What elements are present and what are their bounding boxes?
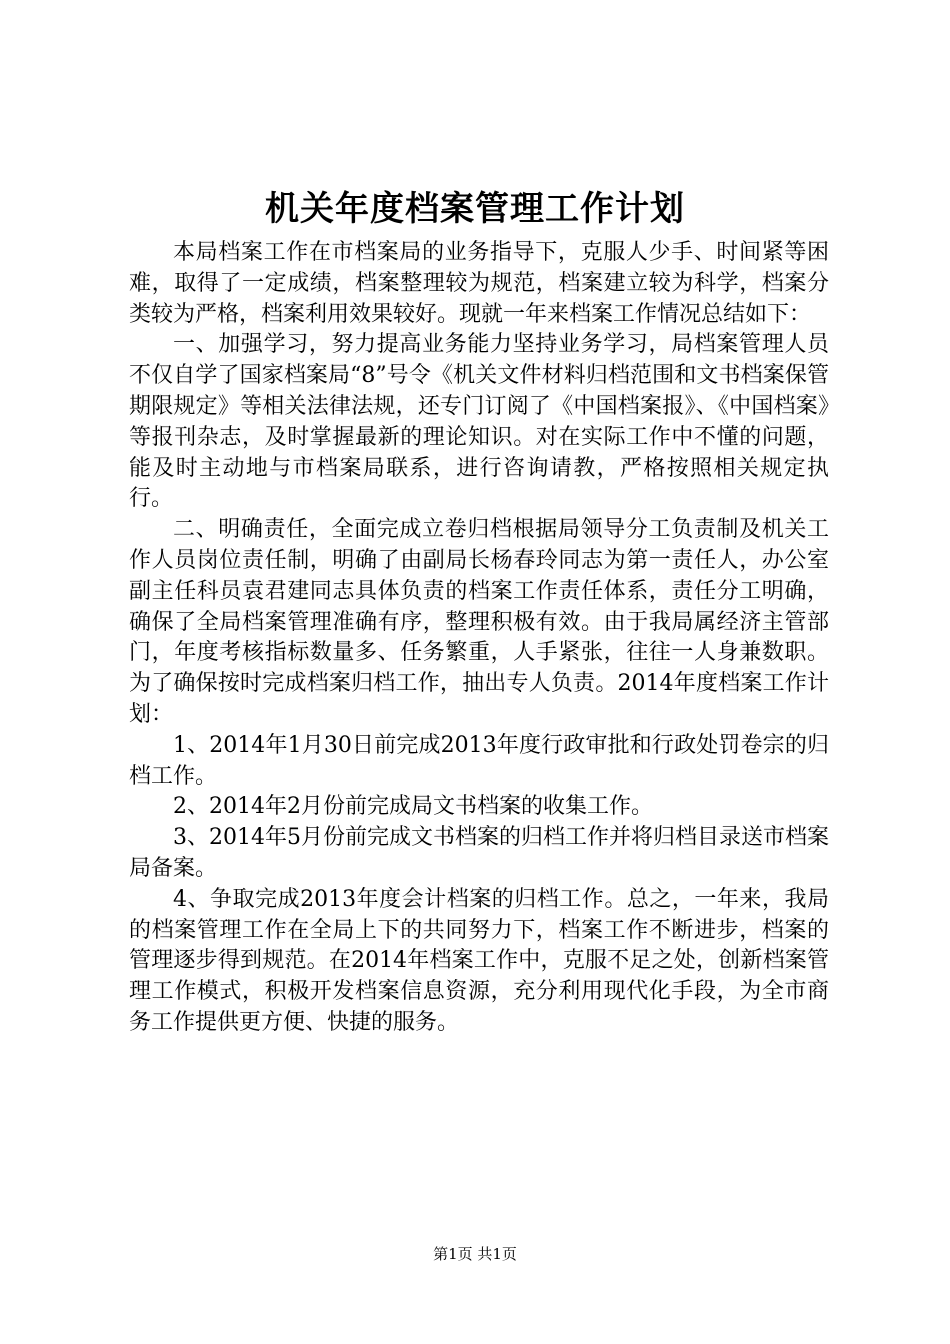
page-number-footer: 第1页 共1页 xyxy=(433,1245,517,1263)
paragraph-section-2: 二、明确责任，全面完成立卷归档根据局领导分工负责制及机关工作人员岗位责任制，明确了由副局长杨春玲同志为第一责任人，办公室副主任科员袁君建同志具体负责的档案工作责任体系，责任分工明确，确保了全局档案管理准确有序，整理积极有效。由于我局属经济主管部门，年度考核指标数量多、任务繁重，人手紧张，往往一人身兼数职。为了确保按时完成档案归档工作，抽出专人负责。2014年度档案工作计划： xyxy=(129,517,829,727)
paragraph-plan-item-1: 1、2014年1月30日前完成2013年度行政审批和行政处罚卷宗的归档工作。 xyxy=(129,732,829,789)
paragraph-plan-item-4: 4、争取完成2013年度会计档案的归档工作。总之，一年来，我局的档案管理工作在全局上下的共同努力下，档案工作不断进步，档案的管理逐步得到规范。在2014年档案工作中，克服不足之处，创新档案管理工作模式，积极开发档案信息资源，充分利用现代化手段，为全市商务工作提供更方便、快捷的服务。 xyxy=(129,886,829,1035)
paragraph-plan-item-3: 3、2014年5月份前完成文书档案的归档工作并将归档目录送市档案局备案。 xyxy=(129,825,829,881)
paragraph-section-1: 一、加强学习，努力提高业务能力坚持业务学习，局档案管理人员不仅自学了国家档案局“8”号令《机关文件材料归档范围和文书档案保管期限规定》等相关法律法规，还专门订阅了《中国档案报》、《中国档案》等报刊杂志，及时掌握最新的理论知识。对在实际工作中不懂的问题，能及时主动地与市档案局联系，进行咨询请教，严格按照相关规定执行。 xyxy=(129,332,829,512)
document-body xyxy=(129,238,829,1039)
paragraph-plan-item-2: 2、2014年2月份前完成局文书档案的收集工作。 xyxy=(173,794,653,820)
paragraph-intro: 本局档案工作在市档案局的业务指导下，克服人少手、时间紧等困难，取得了一定成绩，档案整理较为规范，档案建立较为科学，档案分类较为严格，档案利用效果较好。现就一年来档案工作情况总结如下： xyxy=(129,240,829,327)
document-title: 机关年度档案管理工作计划 xyxy=(265,189,685,229)
